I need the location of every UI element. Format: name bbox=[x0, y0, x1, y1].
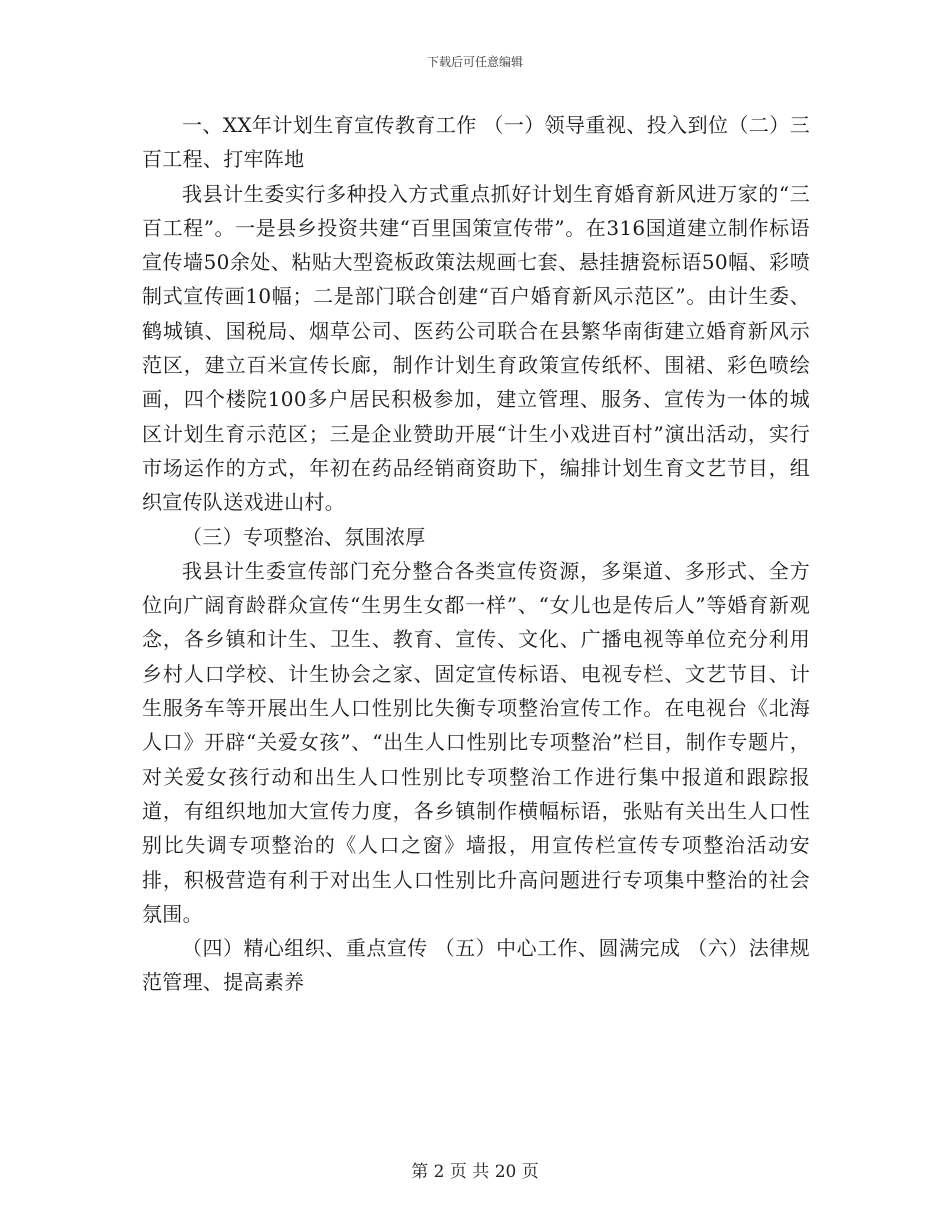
header-note: 下载后可任意编辑 bbox=[426, 55, 523, 69]
section-heading-paragraph: 一、XX年计划生育宣传教育工作 （一）领导重视、投入到位（二）三百工程、打牢阵地 bbox=[142, 113, 810, 172]
document-body bbox=[142, 108, 810, 1000]
body-paragraph: 我县计生委实行多种投入方式重点抓好计划生育婚育新风进万家的“三百工程”。一是县乡投资共建“百里国策宣传带”。在316国道建立制作标语宣传墙50余处、粘贴大型瓷板政策法规画七套、悬挂搪瓷标语50幅、彩喷制式宣传画10幅；二是部门联合创建“百户婚育新风示范区”。由计生委、鹤城镇、国税局、烟草公司、医药公司联合在县繁华南街建立婚育新风示范区，建立百米宣传长廊，制作计划生育政策宣传纸杯、围裙、彩色喷绘画，四个楼院100多户居民积极参加，建立管理、服务、宣传为一体的城区计划生育示范区；三是企业赞助开展“计生小戏进百村”演出活动，实行市场运作的方式，年初在药品经销商资助下，编排计划生育文艺节目，组织宣传队送戏进山村。 bbox=[142, 181, 810, 515]
section-heading-paragraph: （三）专项整治、氛围浓厚 bbox=[182, 524, 426, 549]
page-number: 第 2 页 共 20 页 bbox=[411, 1162, 539, 1182]
body-paragraph: 我县计生委宣传部门充分整合各类宣传资源，多渠道、多形式、全方位向广阔育龄群众宣传“生男生女都一样”、“女儿也是传后人”等婚育新观念，各乡镇和计生、卫生、教育、宣传、文化、广播电视等单位充分利用乡村人口学校、计生协会之家、固定宣传标语、电视专栏、文艺节目、计生服务车等开展出生人口性别比失衡专项整治宣传工作。在电视台《北海人口》开辟“关爱女孩”、“出生人口性别比专项整治”栏目，制作专题片，对关爱女孩行动和出生人口性别比专项整治工作进行集中报道和跟踪报道，有组织地加大宣传力度，各乡镇制作横幅标语，张贴有关出生人口性别比失调专项整治的《人口之窗》墙报，用宣传栏宣传专项整治活动安排，积极营造有利于对出生人口性别比升高问题进行专项集中整治的社会氛围。 bbox=[142, 558, 810, 926]
section-heading-paragraph: （四）精心组织、重点宣传 （五）中心工作、圆满完成 （六）法律规范管理、提高素养 bbox=[142, 936, 810, 995]
